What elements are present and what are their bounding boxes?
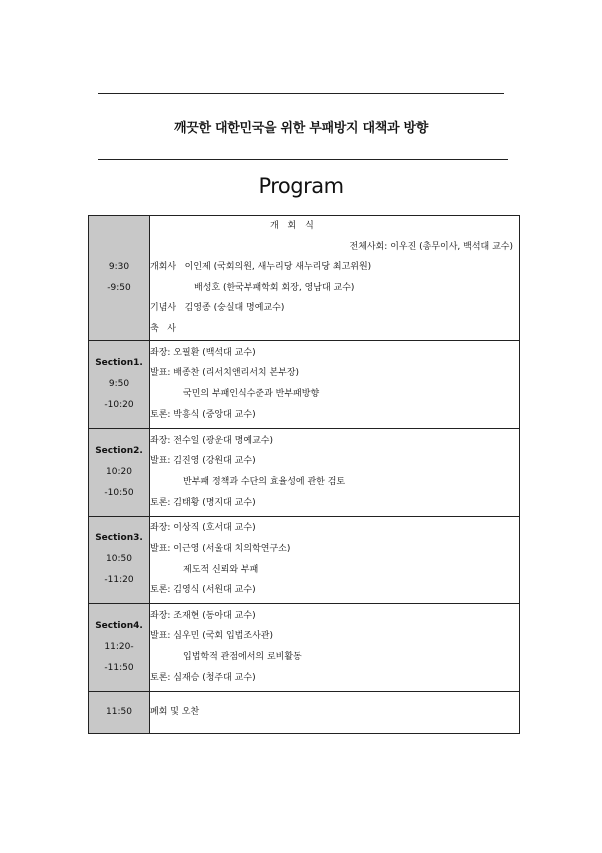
time-start: 10:20 [106, 466, 132, 477]
congratulatory-speech-line: 축 사 [150, 323, 176, 334]
time-start: 11:20- [104, 641, 134, 652]
presenter-line: 발표: 심우민 (국회 입법조사관) [150, 631, 273, 642]
time-cell [89, 216, 150, 341]
time-cell [89, 691, 150, 733]
presentation-topic: 국민의 부패인식수준과 반부패방향 [183, 389, 320, 400]
schedule-row-closing [89, 691, 520, 733]
schedule-row-section1 [89, 340, 520, 428]
time-end: -10:50 [104, 487, 134, 498]
title-bottom-rule [98, 159, 508, 160]
presentation-topic: 반부패 정책과 수단의 효율성에 관한 검토 [183, 477, 346, 488]
section-label: Section4. [95, 620, 143, 631]
host-line: 전체사회: 이우진 (총무이사, 백석대 교수) [349, 241, 513, 252]
opening-address-line-2: 배성호 (한국부패학회 회장, 영남대 교수) [194, 282, 355, 293]
content-cell [150, 691, 520, 733]
section-label: Section3. [95, 533, 143, 544]
time-start: 9:50 [108, 378, 130, 389]
program-schedule-table [88, 215, 520, 734]
schedule-row-section4 [89, 603, 520, 691]
discussant-line: 토론: 김태황 (명지대 교수) [150, 497, 256, 508]
presentation-topic: 제도적 신뢰와 부패 [183, 564, 259, 575]
time-cell [89, 340, 150, 428]
time-start: 11:50 [106, 706, 132, 717]
time-start: 9:30 [108, 261, 130, 272]
top-rule [98, 93, 504, 94]
content-cell [150, 516, 520, 603]
time-end: -9:50 [107, 282, 131, 293]
time-cell [89, 428, 150, 516]
content-cell [150, 428, 520, 516]
closing-line: 폐회 및 오찬 [150, 706, 200, 717]
opening-address-line: 개회사 이인제 (국회의원, 새누리당 새누리당 최고위원) [150, 262, 372, 273]
time-cell [89, 516, 150, 603]
content-cell [150, 340, 520, 428]
presentation-topic: 입법학적 관점에서의 로비활동 [183, 652, 302, 663]
time-end: -11:50 [104, 662, 134, 673]
presenter-line: 발표: 김진영 (강원대 교수) [150, 456, 256, 467]
time-cell [89, 603, 150, 691]
opening-ceremony-label: 개 회 식 [270, 221, 317, 231]
presenter-line: 발표: 배종찬 (리서치앤리서치 본부장) [150, 368, 300, 379]
schedule-row-opening [89, 216, 520, 341]
schedule-row-section2 [89, 428, 520, 516]
schedule-row-section3 [89, 516, 520, 603]
chair-line: 좌장: 전수일 (광운대 명예교수) [150, 435, 273, 446]
document-title: 깨끗한 대한민국을 위한 부패방지 대책과 방향 [173, 121, 429, 136]
presenter-line: 발표: 이근영 (서울대 치의학연구소) [150, 543, 291, 554]
content-cell [150, 603, 520, 691]
content-cell [150, 216, 520, 341]
time-end: -11:20 [104, 575, 134, 586]
time-start: 10:50 [106, 554, 132, 565]
time-end: -10:20 [104, 399, 134, 410]
section-label: Section2. [95, 445, 143, 456]
discussant-line: 토론: 심재승 (청주대 교수) [150, 672, 256, 683]
commemorative-speech-line: 기념사 김영종 (숭실대 명예교수) [150, 303, 285, 314]
discussant-line: 토론: 김영식 (서원대 교수) [150, 585, 256, 596]
chair-line: 좌장: 조재현 (동아대 교수) [150, 610, 256, 621]
chair-line: 좌장: 오필환 (백석대 교수) [150, 347, 256, 358]
section-label: Section1. [95, 357, 143, 368]
chair-line: 좌장: 이상직 (호서대 교수) [150, 523, 256, 534]
discussant-line: 토론: 박흥식 (중앙대 교수) [150, 409, 256, 420]
program-heading: Program [258, 174, 344, 198]
